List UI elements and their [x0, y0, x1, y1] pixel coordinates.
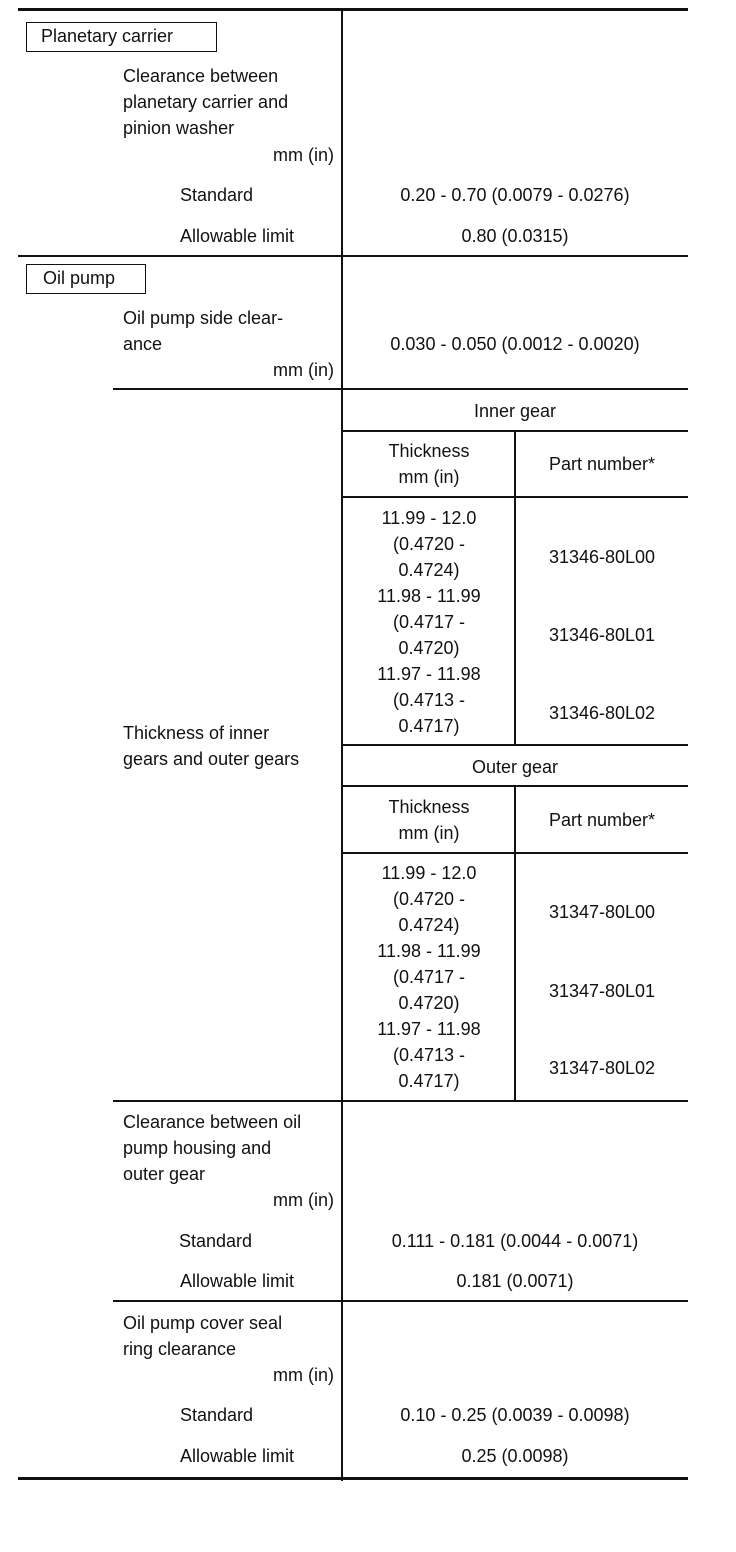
outer-thickness: 11.98 - 11.99 [377, 941, 481, 961]
table-top-rule [18, 8, 688, 11]
inner-thickness: 11.98 - 11.99 [377, 586, 481, 606]
standard-label: Standard [180, 185, 254, 205]
outer-part-number: 31347-80L02 [548, 1058, 656, 1078]
inner-thickness: 0.4717) [398, 716, 460, 736]
outer-gear-title: Outer gear [471, 757, 559, 777]
inner-thickness: 0.4720) [398, 638, 460, 658]
thickness-header: Thickness [388, 797, 470, 817]
table-bottom-rule [18, 1477, 688, 1480]
inner-thickness: (0.4720 - [392, 534, 466, 554]
outer-thickness: 0.4720) [398, 993, 460, 1013]
outer-title-top-divider [342, 744, 688, 746]
inner-thickness: (0.4717 - [392, 612, 466, 632]
unit-label: mm (in) [273, 1190, 334, 1210]
limit-value: 0.181 (0.0071) [456, 1271, 574, 1291]
part-number-header: Part number* [548, 454, 656, 474]
unit-label: mm (in) [273, 145, 334, 165]
standard-value: 0.10 - 0.25 (0.0039 - 0.0098) [400, 1405, 630, 1425]
side-clearance-value: 0.030 - 0.050 (0.0012 - 0.0020) [390, 334, 640, 354]
outer-part-number: 31347-80L00 [548, 902, 656, 922]
section-divider [18, 255, 688, 257]
item-label: gears and outer gears [123, 749, 300, 769]
standard-label: Standard [179, 1231, 253, 1251]
standard-value: 0.20 - 0.70 (0.0079 - 0.0276) [400, 185, 630, 205]
inner-gear-title: Inner gear [473, 401, 557, 421]
row-divider [113, 1300, 688, 1302]
outer-thickness: (0.4717 - [392, 967, 466, 987]
item-label: outer gear [123, 1164, 206, 1184]
section-heading-oil-pump: Oil pump [26, 264, 146, 294]
outer-thickness: 0.4717) [398, 1071, 460, 1091]
part-number-header: Part number* [548, 810, 656, 830]
item-label: ance [123, 334, 163, 354]
item-label: Clearance between [123, 66, 279, 86]
inner-thickness: 0.4724) [398, 560, 460, 580]
limit-label: Allowable limit [180, 1271, 295, 1291]
outer-thickness: (0.4713 - [392, 1045, 466, 1065]
row-divider [113, 1100, 688, 1102]
item-label: ring clearance [123, 1339, 237, 1359]
outer-thickness: (0.4720 - [392, 889, 466, 909]
inner-part-number: 31346-80L01 [548, 625, 656, 645]
thickness-header: Thickness [388, 441, 470, 461]
limit-value: 0.25 (0.0098) [461, 1446, 569, 1466]
inner-thickness: 11.99 - 12.0 [381, 508, 477, 528]
limit-value: 0.80 (0.0315) [461, 226, 569, 246]
inner-part-number: 31346-80L02 [548, 703, 656, 723]
item-label: Clearance between oil [123, 1112, 302, 1132]
item-label: pinion washer [123, 118, 235, 138]
unit-label: mm (in) [273, 1365, 334, 1385]
thickness-header: mm (in) [398, 467, 460, 487]
item-label: planetary carrier and [123, 92, 289, 112]
inner-thickness: (0.4713 - [392, 690, 466, 710]
item-label: Oil pump side clear- [123, 308, 284, 328]
inner-thickness: 11.97 - 11.98 [377, 664, 481, 684]
standard-value: 0.111 - 0.181 (0.0044 - 0.0071) [391, 1231, 639, 1251]
outer-thickness: 0.4724) [398, 915, 460, 935]
inner-column-rule [514, 431, 516, 744]
standard-label: Standard [180, 1405, 254, 1425]
thickness-header: mm (in) [398, 823, 460, 843]
row-divider [113, 388, 688, 390]
outer-column-rule [514, 786, 516, 1101]
outer-thickness: 11.97 - 11.98 [377, 1019, 481, 1039]
inner-part-number: 31346-80L00 [548, 547, 656, 567]
item-label: pump housing and [123, 1138, 272, 1158]
limit-label: Allowable limit [180, 226, 295, 246]
unit-label: mm (in) [273, 360, 334, 380]
limit-label: Allowable limit [180, 1446, 295, 1466]
outer-thickness: 11.99 - 12.0 [381, 863, 477, 883]
outer-part-number: 31347-80L01 [548, 981, 656, 1001]
item-label: Oil pump cover seal [123, 1313, 283, 1333]
item-label: Thickness of inner [123, 723, 270, 743]
section-heading-planetary-carrier: Planetary carrier [26, 22, 217, 52]
